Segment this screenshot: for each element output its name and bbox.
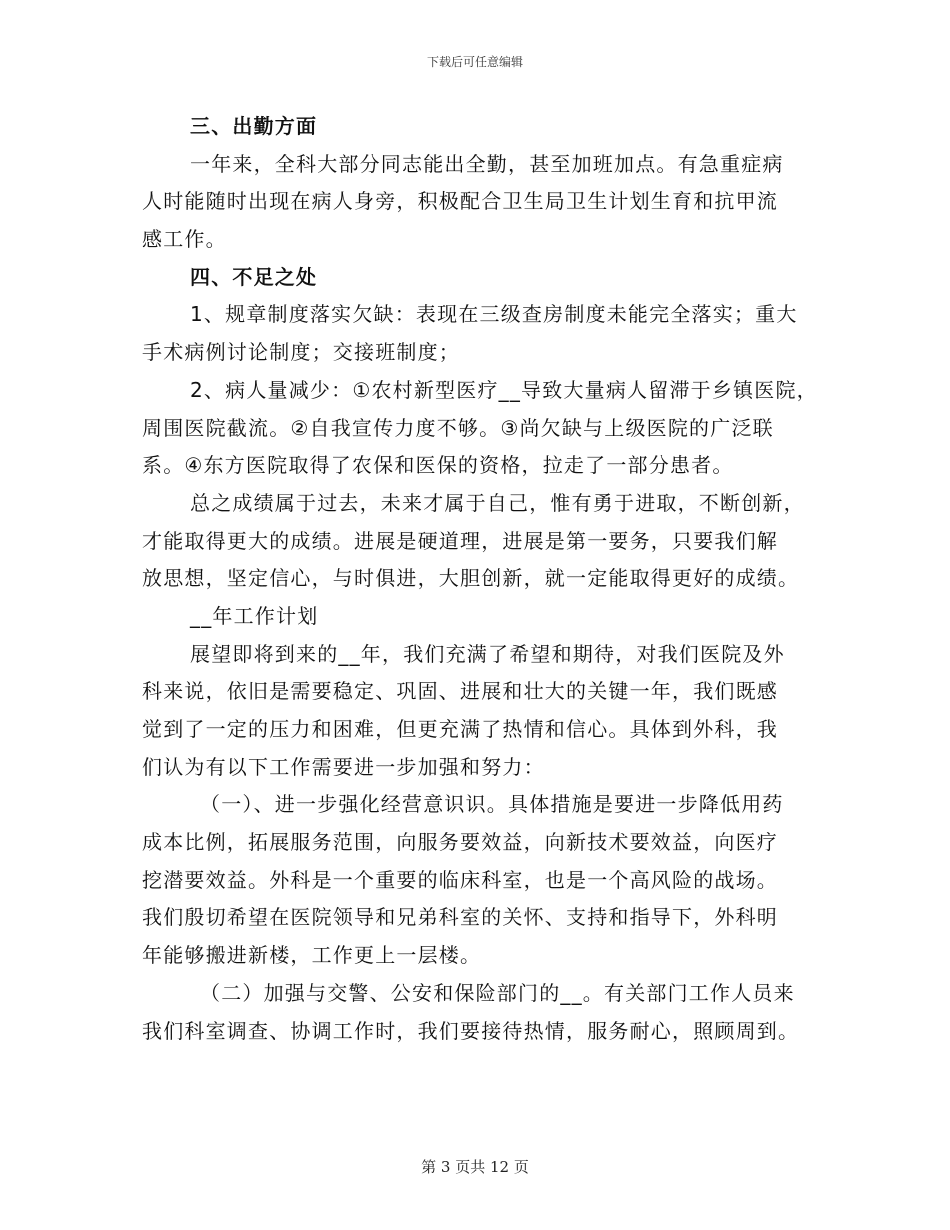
work-plan-title: __年工作计划: [190, 603, 319, 628]
paragraph-line: 总之成绩属于过去，未来才属于自己，惟有勇于进取，不断创新，: [190, 490, 805, 515]
paragraph-line: 系。④东方医院取得了农保和医保的资格，拉走了一部分患者。: [142, 453, 734, 478]
paragraph-line: 年能够搬进新楼，工作更上一层楼。: [142, 943, 482, 968]
paragraph-line: 人时能随时出现在病人身旁，积极配合卫生局卫生计划生育和抗甲流: [142, 189, 778, 214]
paragraph-line: 一年来，全科大部分同志能出全勤，甚至加班加点。有急重症病: [190, 151, 784, 176]
paragraph-line: 我们殷切希望在医院领导和兄弟科室的关怀、支持和指导下，外科明: [142, 905, 778, 930]
section-heading-attendance: 三、出勤方面: [190, 114, 318, 138]
paragraph-line: 们认为有以下工作需要进一步加强和努力：: [142, 754, 545, 779]
paragraph-line: （二）加强与交警、公安和保险部门的__。有关部门工作人员来: [200, 980, 795, 1005]
paragraph-line: 才能取得更大的成绩。进展是硬道理，进展是第一要务，只要我们解: [142, 528, 778, 553]
paragraph-line: 感工作。: [142, 227, 227, 252]
body-text: [142, 108, 822, 1050]
paragraph-line: 科来说，依旧是需要稳定、巩固、进展和壮大的关键一年，我们既感: [142, 679, 778, 704]
paragraph-line: 放思想，坚定信心，与时俱进，大胆创新，就一定能取得更好的成绩。: [142, 566, 800, 591]
paragraph-line: 展望即将到来的__年，我们充满了希望和期待，对我们医院及外: [190, 641, 785, 666]
paragraph-line: 周围医院截流。②自我宣传力度不够。③尚欠缺与上级医院的广泛联: [142, 415, 774, 440]
paragraph-line: 挖潜要效益。外科是一个重要的临床科室，也是一个高风险的战场。: [142, 867, 778, 892]
paragraph-line: 手术病例讨论制度；交接班制度；: [142, 340, 460, 365]
paragraph-line: 2、病人量减少：①农村新型医疗__导致大量病人留滞于乡镇医院，: [190, 377, 818, 402]
paragraph-line: 1、规章制度落实欠缺：表现在三级查房制度未能完全落实；重大: [190, 302, 798, 327]
paragraph-line: （一）、进一步强化经营意识识。具体措施是要进一步降低用药: [200, 792, 784, 817]
section-heading-shortcomings: 四、不足之处: [190, 264, 318, 289]
paragraph-line: 觉到了一定的压力和困难，但更充满了热情和信心。具体到外科，我: [142, 717, 778, 741]
paragraph-line: 我们科室调查、协调工作时，我们要接待热情，服务耐心，照顾周到。: [142, 1018, 800, 1043]
header-note: 下载后可任意编辑: [426, 55, 523, 69]
page-number-footer: 第 3 页共 12 页: [421, 1158, 529, 1176]
paragraph-line: 成本比例，拓展服务范围，向服务要效益，向新技术要效益，向医疗: [142, 830, 778, 855]
